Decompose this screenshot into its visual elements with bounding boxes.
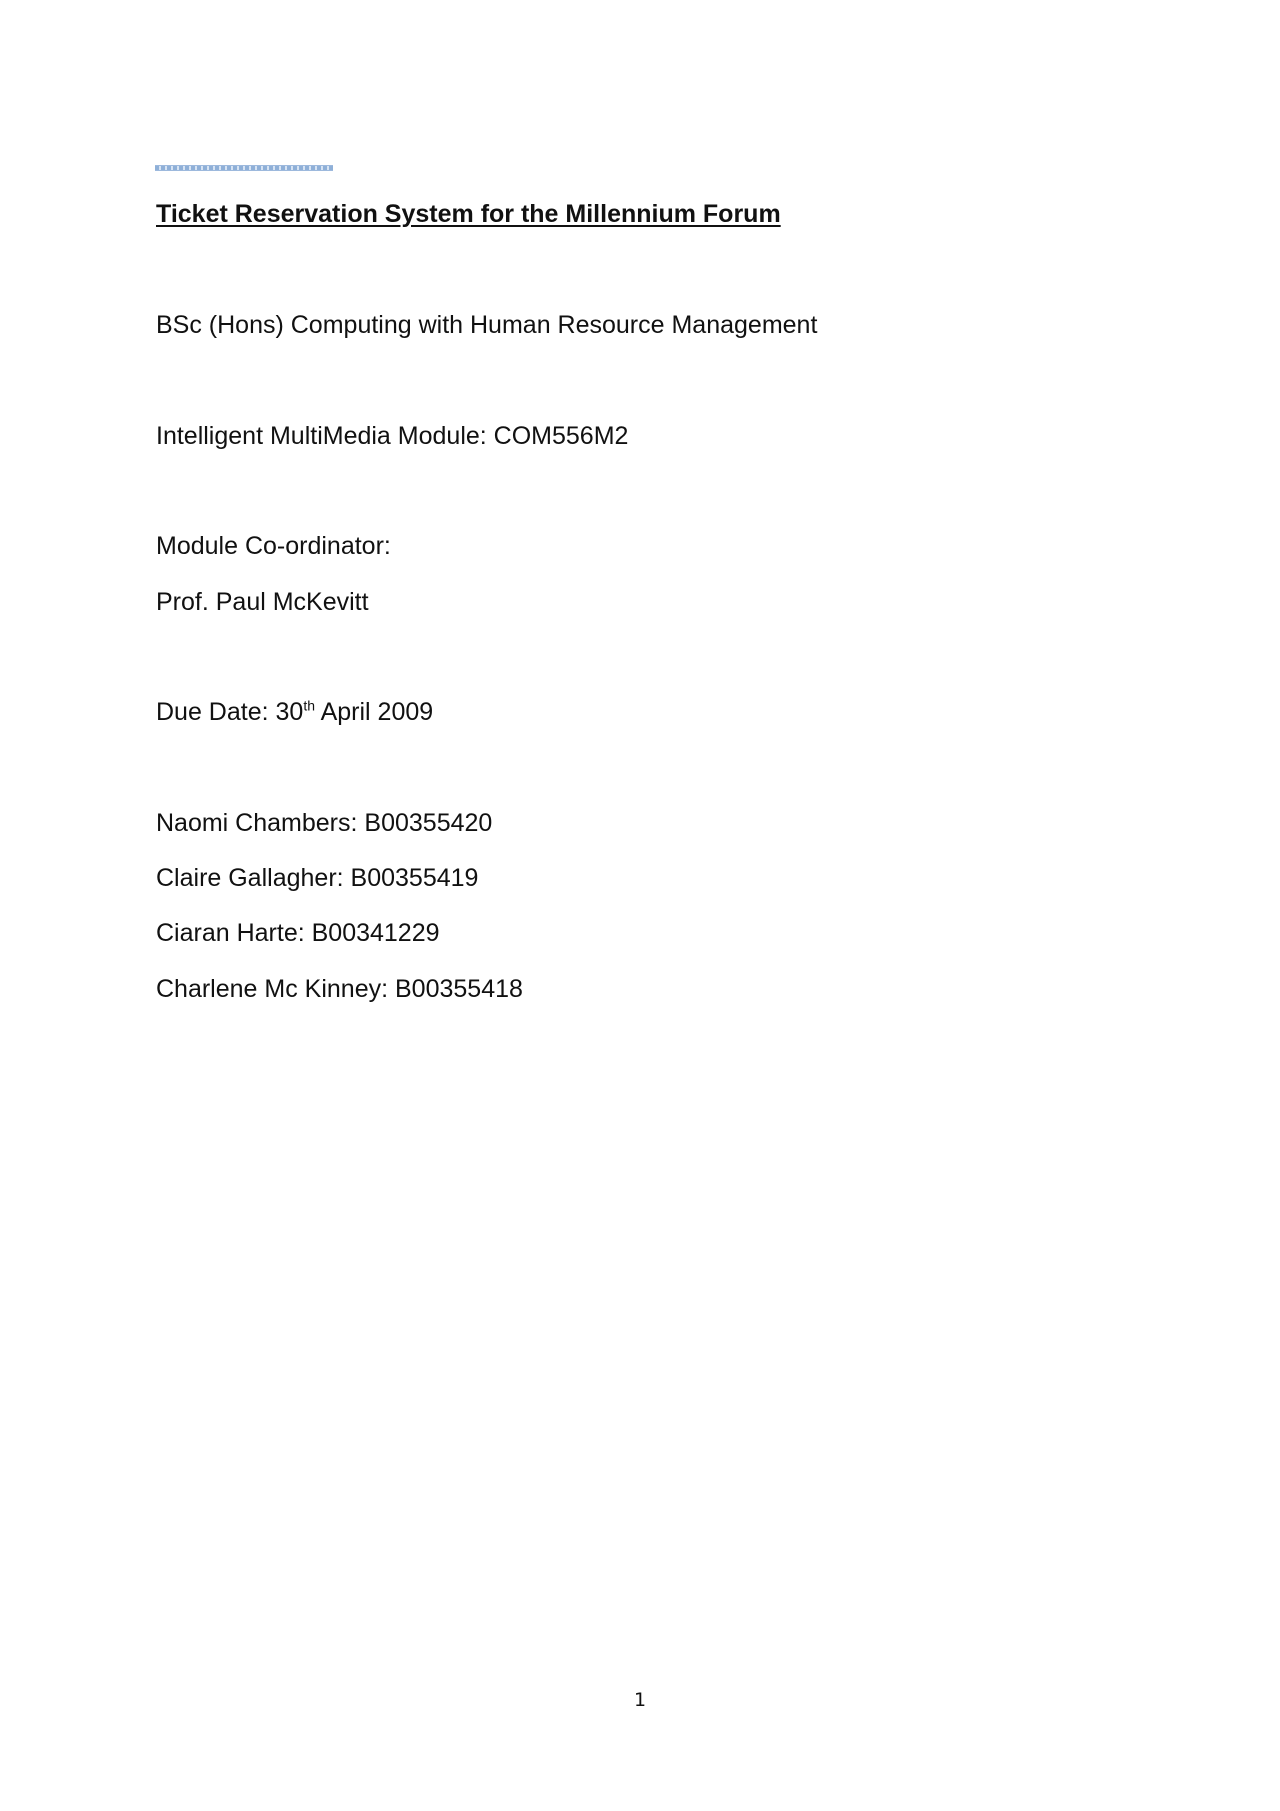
author-2: Claire Gallagher: B00355419	[156, 864, 479, 892]
document-title: Ticket Reservation System for the Millennium Forum	[156, 200, 781, 228]
header-dotted-rule	[155, 165, 333, 171]
due-date-prefix: Due Date: 30	[156, 698, 304, 726]
due-date	[156, 697, 433, 727]
due-date-rest: April 2009	[315, 698, 434, 726]
author-1: Naomi Chambers: B00355420	[156, 809, 493, 837]
page-number: 1	[633, 1689, 647, 1711]
due-date-ordinal: th	[303, 697, 316, 714]
author-4: Charlene Mc Kinney: B00355418	[156, 975, 523, 1003]
coordinator-label: Module Co-ordinator:	[156, 532, 391, 560]
module-name: Intelligent MultiMedia Module: COM556M2	[156, 422, 629, 450]
course-name: BSc (Hons) Computing with Human Resource Management	[156, 311, 818, 339]
author-3: Ciaran Harte: B00341229	[156, 919, 440, 947]
coordinator-name: Prof. Paul McKevitt	[156, 588, 369, 616]
